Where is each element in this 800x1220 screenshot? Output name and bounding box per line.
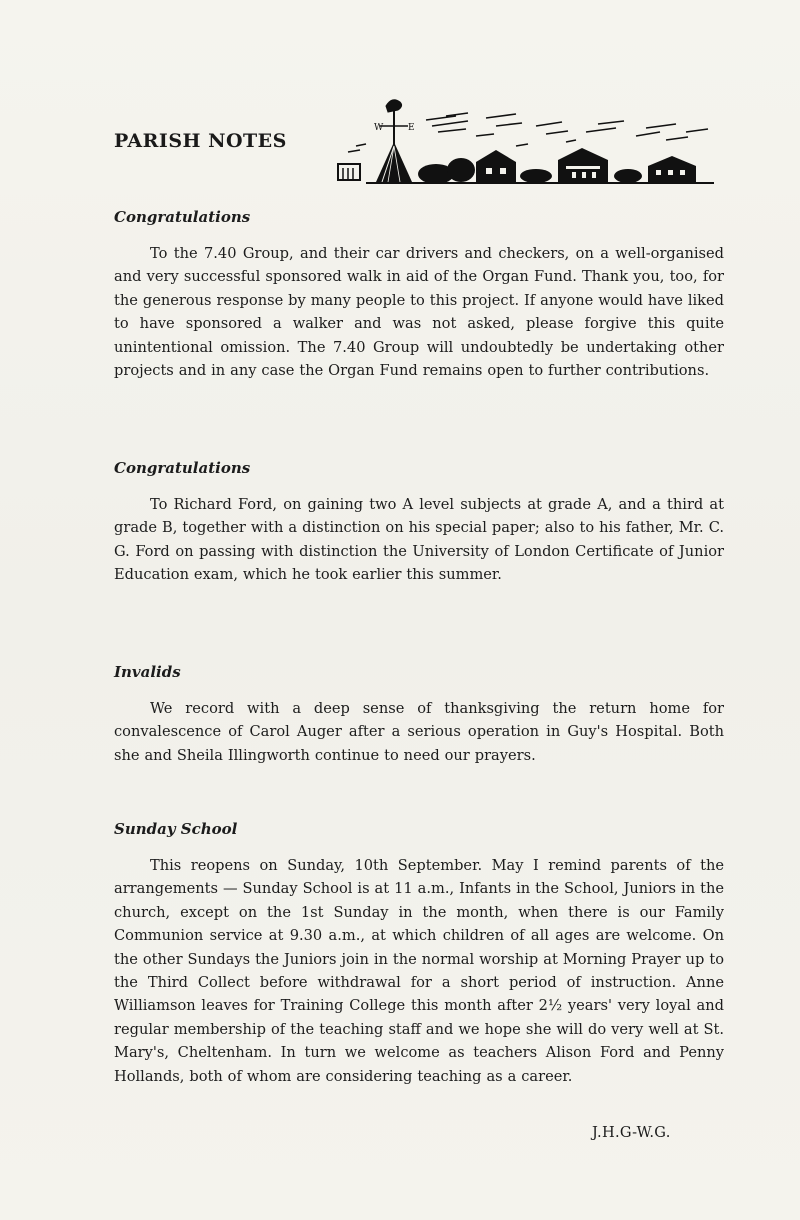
section-heading: Sunday School <box>114 820 238 838</box>
section-congratulations-ford <box>114 456 724 587</box>
author-signature: J.H.G-W.G. <box>592 1124 671 1141</box>
svg-text:W: W <box>374 123 384 133</box>
parish-notes-header <box>114 96 714 186</box>
section-congratulations-walk <box>114 205 724 382</box>
section-heading: Congratulations <box>114 459 251 477</box>
section-body: To Richard Ford, on gaining two A level subjects at grade A, and a third at grade B, together with a distinction on his special paper; also to his father, Mr. C. G. Ford on passing with distinction the University of London Certificate of Junior Education exam, which he took earlier this summer. <box>114 496 724 584</box>
house-icon <box>476 150 516 182</box>
page-title: PARISH NOTES <box>114 130 287 152</box>
section-heading: Congratulations <box>114 208 251 226</box>
village-scene-illustration <box>336 96 716 186</box>
section-invalids <box>114 660 724 767</box>
section-body: We record with a deep sense of thanksgiving the return home for convalescence of Carol Auger after a serious operation in Guy's Hospital. Both she and Sheila Illingworth continue to need our prayers. <box>114 700 724 764</box>
section-heading: Invalids <box>114 663 181 681</box>
svg-text:E: E <box>408 123 415 133</box>
farmhouse-icon <box>648 156 696 182</box>
section-body: To the 7.40 Group, and their car drivers and checkers, on a well-organised and very successful sponsored walk in aid of the Organ Fund. Thank you, too, for the generous response by many people to this project. If anyone would have liked to have sponsored a walker and was not asked, please forgive this quite unintentional omission. The 7.40 Group will undoubtedly be undertaking other projects and in any case the Organ Fund remains open to further contributions. <box>114 245 724 380</box>
cottage-icon <box>338 164 360 180</box>
section-body: This reopens on Sunday, 10th September. May I remind parents of the arrangements — Sunday School is at 11 a.m., Infants in the School, Juniors in the church, except on the 1st Sunday in the month, when there is our Family Communion service at 9.30 a.m., at which children of all ages are welcome. On the other Sundays the Juniors join in the normal worship at Morning Prayer up to the Third Collect before withdrawal for a short period of instruction. Anne Williamson leaves for Training College this month after 2½ years' very loyal and regular membership of the teaching staff and we hope she will do very well at St. Mary's, Cheltenham. In turn we welcome as teachers Alison Ford and Penny Hollands, both of whom are considering teaching as a career. <box>114 857 724 1085</box>
birds-sky-icon <box>348 113 708 152</box>
section-sunday-school <box>114 817 724 1088</box>
weathervane-icon <box>374 100 415 146</box>
